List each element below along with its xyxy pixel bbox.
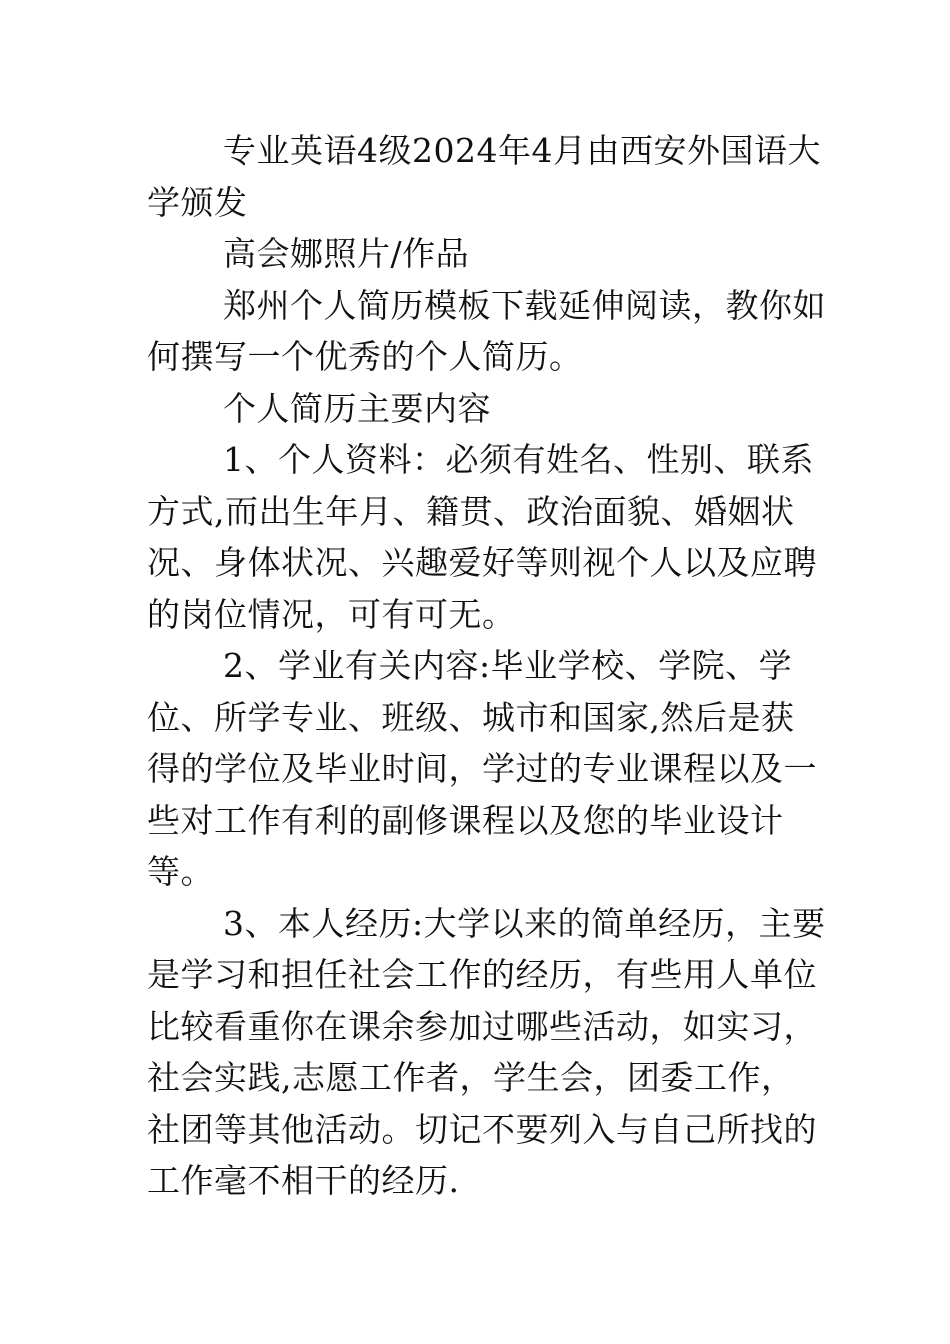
document-body xyxy=(147,125,827,1207)
paragraph-intro: 郑州个人简历模板下载延伸阅读，教你如何撰写一个优秀的个人简历。 xyxy=(147,285,826,376)
paragraph-experience: 3、本人经历:大学以来的简单经历，主要是学习和担任社会工作的经历，有些用人单位比较看重你在课余参加过哪些活动，如实习，社会实践,志愿工作者，学生会，团委工作，社团等其他活动。切记不要列入与自己所找的工作毫不相干的经历. xyxy=(147,903,826,1200)
paragraph-personal-info: 1、个人资料：必须有姓名、性别、联系方式,而出生年月、籍贯、政治面貌、婚姻状况、身体状况、兴趣爱好等则视个人以及应聘的岗位情况，可有可无。 xyxy=(147,440,817,634)
paragraph-certificate: 专业英语4级2024年4月由西安外国语大学颁发 xyxy=(147,131,821,222)
paragraph-education: 2、学业有关内容:毕业学校、学院、学位、所学专业、班级、城市和国家,然后是获得的学位及毕业时间，学过的专业课程以及一些对工作有利的副修课程以及您的毕业设计等。 xyxy=(147,646,817,891)
paragraph-photo-credit: 高会娜照片/作品 xyxy=(223,234,470,273)
section-heading: 个人简历主要内容 xyxy=(223,388,491,428)
